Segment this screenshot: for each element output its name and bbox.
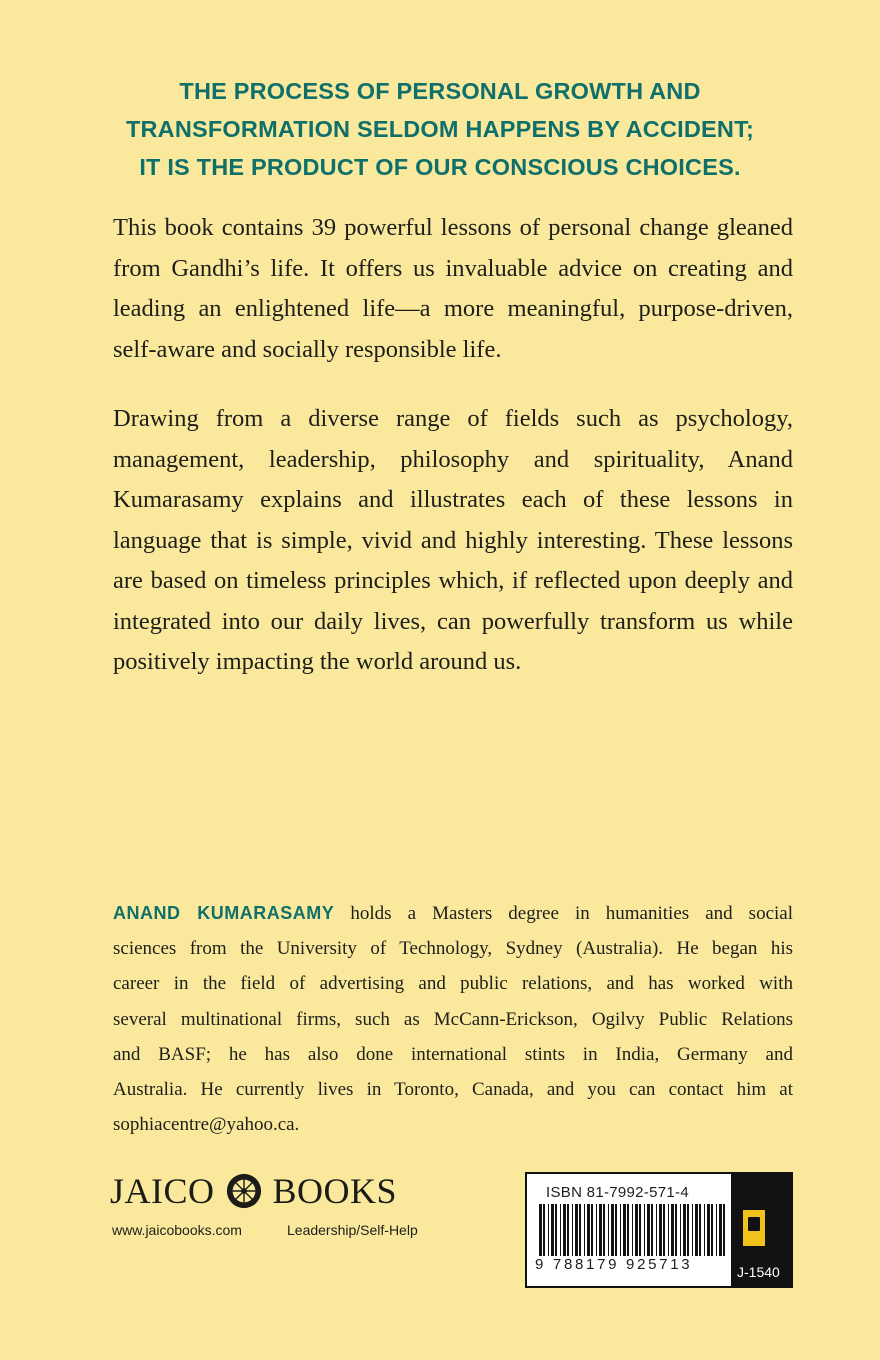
book-category: Leadership/Self-Help [287, 1222, 418, 1238]
barcode-bar [639, 1204, 641, 1256]
barcode-bar [659, 1204, 662, 1256]
barcode-bar [687, 1204, 689, 1256]
headline-line: IT IS THE PRODUCT OF OUR CONSCIOUS CHOICES. [139, 154, 741, 180]
barcode-bar [567, 1204, 569, 1256]
barcode-bar [579, 1204, 581, 1256]
paragraph-line: positively impacting the world around us. [113, 648, 522, 675]
barcode-bar [596, 1204, 597, 1256]
barcode-bar [575, 1204, 578, 1256]
barcode-bar [647, 1204, 650, 1256]
headline-line: THE PROCESS OF PERSONAL GROWTH AND [179, 78, 701, 104]
barcode-bar [551, 1204, 554, 1256]
publisher-name-left: JAICO [110, 1171, 215, 1211]
paragraph-line: This book contains 39 powerful lessons of personal change gleaned [113, 214, 793, 241]
headline-line: TRANSFORMATION SELDOM HAPPENS BY ACCIDENT; [125, 116, 755, 142]
barcode-bar [608, 1204, 609, 1256]
barcode-bar [716, 1204, 717, 1256]
paragraph-line: management, leadership, philosophy and spirituality, Anand [113, 445, 793, 473]
barcode-bar [683, 1204, 686, 1256]
barcode-bar [671, 1204, 674, 1256]
catalog-code: J-1540 [737, 1264, 780, 1280]
barcode-bar [711, 1204, 713, 1256]
barcode-bar [555, 1204, 557, 1256]
author-name: ANAND KUMARASAMY [113, 903, 335, 923]
barcode-digits: 9 788179 925713 [535, 1256, 693, 1273]
paragraph-line: Drawing from a diverse range of fields such as psychology, [113, 405, 793, 432]
barcode-bar [572, 1204, 573, 1256]
barcode-bar [543, 1204, 545, 1256]
barcode-bar [723, 1204, 725, 1256]
paragraph-line: integrated into our daily lives, can powerfully transform us while [113, 607, 793, 635]
description-paragraph-1 [113, 208, 793, 370]
paragraph-line: from Gandhi’s life. It offers us invaluable advice on creating and [113, 254, 793, 282]
bio-line: career in the field of advertising and public relations, and has worked with [113, 973, 793, 995]
barcode-bar [644, 1204, 645, 1256]
barcode-bar [699, 1204, 701, 1256]
bio-line: sciences from the University of Technology, Sydney (Australia). He began his [113, 938, 793, 960]
barcode-bar [623, 1204, 626, 1256]
barcode-bar [611, 1204, 614, 1256]
barcode-bar [635, 1204, 638, 1256]
barcode-bar [563, 1204, 566, 1256]
bio-line: several multinational firms, such as McCann-Erickson, Ogilvy Public Relations [113, 1008, 793, 1030]
paragraph-line: language that is simple, vivid and highly interesting. These lessons [113, 526, 793, 554]
barcode-bar [707, 1204, 710, 1256]
barcode-bar [704, 1204, 705, 1256]
bio-line: Australia. He currently lives in Toronto, Canada, and you can contact him at [113, 1079, 793, 1101]
paragraph-line: leading an enlightened life—a more meaningful, purpose-driven, [113, 295, 793, 322]
ebook-badge-icon [743, 1210, 765, 1246]
barcode-bar [591, 1204, 593, 1256]
barcode-bar [651, 1204, 653, 1256]
barcode-bar [548, 1204, 549, 1256]
barcode-bar [675, 1204, 677, 1256]
price-strip [731, 1174, 791, 1286]
bio-text: holds a Masters degree in humanities and social [350, 903, 794, 924]
description-paragraph-2 [113, 399, 793, 683]
barcode-bar [692, 1204, 693, 1256]
paragraph-line: self-aware and socially responsible life. [113, 335, 502, 363]
barcode [537, 1204, 732, 1256]
barcode-block [525, 1172, 793, 1288]
bio-line: sophiacentre@yahoo.ca. [113, 1114, 300, 1136]
barcode-bar [632, 1204, 633, 1256]
barcode-bar [587, 1204, 590, 1256]
headline [60, 72, 820, 186]
barcode-bar [656, 1204, 657, 1256]
publisher-name-right: BOOKS [272, 1171, 398, 1211]
paragraph-line: Kumarasamy explains and illustrates each of these lessons in [113, 486, 793, 513]
barcode-bar [539, 1204, 542, 1256]
barcode-bar [663, 1204, 665, 1256]
barcode-bar [627, 1204, 629, 1256]
barcode-bar [668, 1204, 669, 1256]
barcode-bar [695, 1204, 698, 1256]
bio-line: and BASF; he has also done international stints in India, Germany and [113, 1043, 793, 1065]
barcode-bar [603, 1204, 605, 1256]
barcode-bar [615, 1204, 617, 1256]
barcode-bar [680, 1204, 681, 1256]
barcode-bar [719, 1204, 722, 1256]
barcode-bar [584, 1204, 585, 1256]
barcode-bar [620, 1204, 621, 1256]
isbn-label: ISBN 81-7992-571-4 [546, 1184, 689, 1201]
barcode-bar [560, 1204, 561, 1256]
author-bio [113, 896, 793, 1142]
bio-line [113, 896, 793, 931]
wheel-icon [225, 1172, 263, 1210]
barcode-bar [599, 1204, 602, 1256]
paragraph-line: are based on timeless principles which, if reflected upon deeply and [113, 567, 793, 594]
publisher-website: www.jaicobooks.com [112, 1222, 242, 1238]
publisher-logo [110, 1170, 397, 1212]
